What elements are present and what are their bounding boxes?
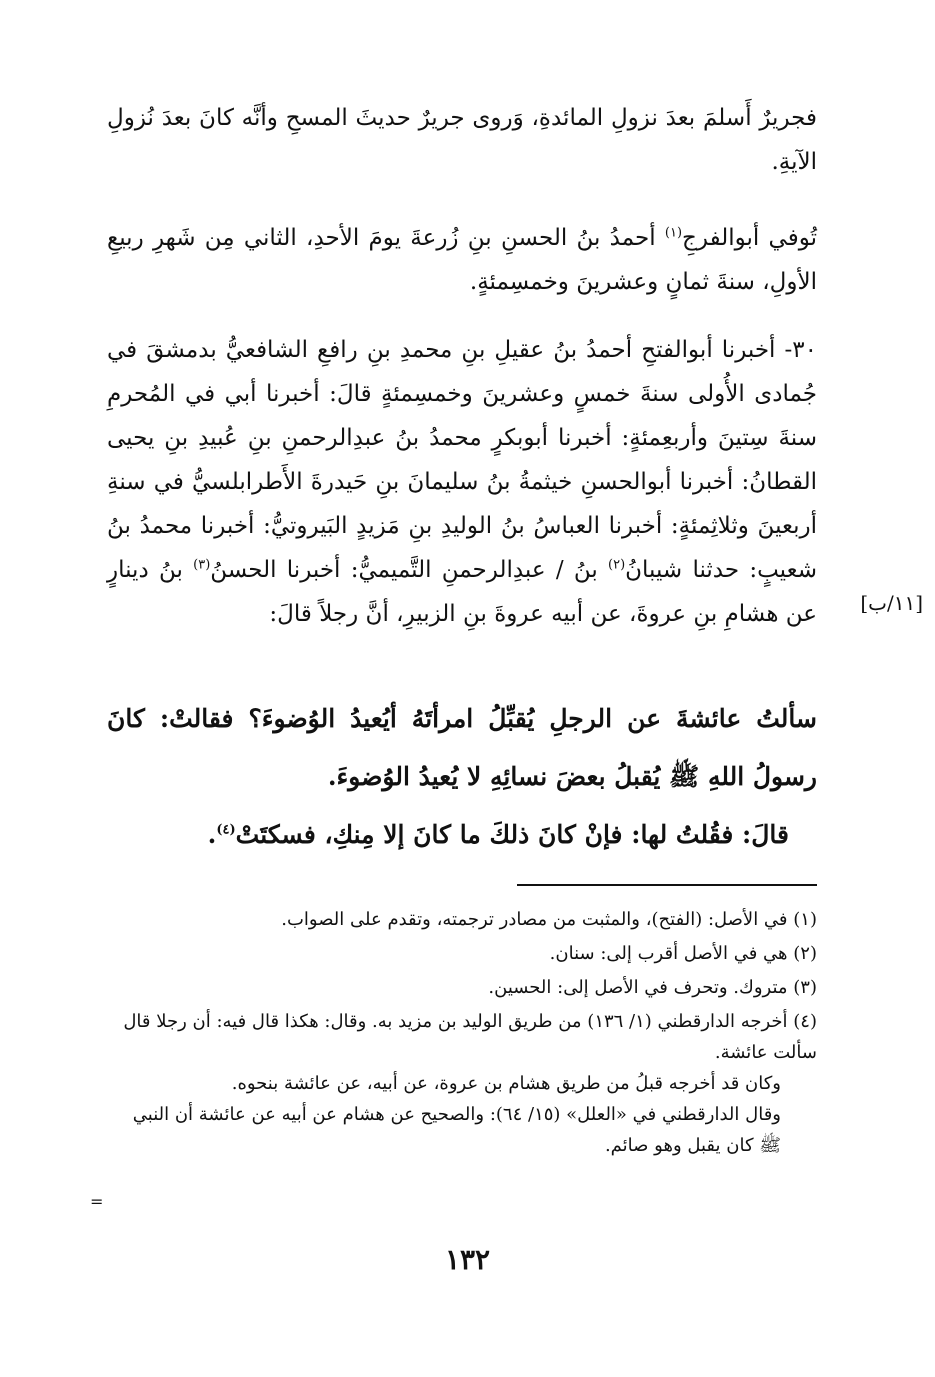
footnote-4-line-3: وقال الدارقطني في «العلل» (١٥/ ٦٤): والصحيح عن هشام عن أبيه عن عائشة أن النبي ﷺ كان يقبل وهو صائم. [132,1104,781,1156]
page-number: ١٣٢ [444,1243,491,1276]
isnad-part-1: ٣٠- أخبرنا أبوالفتحِ أحمدُ بنُ عقيلِ بنِ محمدِ بنِ رافعِ الشافعيُّ بدمشقَ في جُمادى الأُولى سنةَ خمسٍ وعشرينَ وخمسِمئةٍ قالَ: أخبرنا أبي في المُحرمِ سنةَ سِتينَ وأربعِمئةٍ: أخبرنا أبوبكرٍ محمدُ بنُ عبدِالرحمنِ بنِ عُبيدِ بنِ يحيى القطانُ: أخبرنا أبوالحسنِ خيثمةُ بنُ سليمانَ بنِ حَيدرةَ الأَطرابلسيُّ في سنةِ أربعينَ وثلاثِمئةٍ: أخبرنا العباسُ بنُ الوليدِ بنِ مَزيدٍ البَيروتيُّ: أخبرنا محمدُ بنُ شعيبٍ: حدثنا شيبانُ [107,337,817,583]
footnote-4-number: (٤) [793,1011,817,1032]
footnote-ref-4[interactable]: (٤) [216,822,236,838]
matn-reply-text: قالَ: فقُلتُ لها: فإنْ كانَ ذلكَ ما كانَ إلا مِنكِ، فسكتَتْ [235,820,789,849]
closing-paragraph: فجريرٌ أَسلمَ بعدَ نزولِ المائدةِ، وَروى جريرٌ حديثَ المسحِ وأنَّه كانَ بعدَ نُزولِ الآيةِ. [107,105,817,175]
footnote-4-text [107,1006,817,1068]
death-notice-text-end: أحمدُ بنُ الحسنِ بنِ زُرعةَ يومَ الأحدِ، الثاني مِن شَهرِ ربيعِ الأولِ، سنةَ ثمانٍ وعشرينَ وخمسِمئةٍ. [107,225,817,295]
footnote-3-line-1: متروك. وتحرف في الأصل إلى: الحسين. [488,977,788,998]
matn-reply-end: . [207,820,217,849]
footnote-2 [107,938,817,969]
manuscript-folio-marker: [١١/ب] [860,591,923,615]
footnote-3-text [107,972,817,1003]
footnote-4-line-1: أخرجه الدارقطني (١/ ١٣٦) من طريق الوليد بن مزيد به. وقال: هكذا قال فيه: أن رجلا قال سألت عائشة. [123,1011,817,1063]
footnotes-section [107,904,817,1164]
footnote-ref-2[interactable]: (٢) [608,557,626,573]
footnote-1-number: (١) [793,909,817,930]
footnote-ref-3[interactable]: (٣) [193,557,211,573]
footnote-4-line-2: وكان قد أخرجه قبلُ من طريق هشام بن عروة، عن أبيه، عن عائشة بنحوه. [231,1073,781,1094]
hadith-30-isnad [107,328,817,636]
hadith-matn-question: سألتُ عائشةَ عن الرجلِ يُقبِّلُ امرأتَهُ أيُعيدُ الوُضوءَ؟ فقالتْ: كانَ رسولُ اللهِ ﷺ يُقبلُ بعضَ نسائِهِ لا يُعيدُ الوُضوءَ. [107,704,817,791]
footnote-4 [107,1006,817,1161]
footnote-ref-1[interactable]: (١) [664,225,683,241]
footnote-2-text [107,938,817,969]
isnad-part-3: بنُ دينارٍ عن هشامِ بنِ عروةَ، عن أبيه عروةَ بنِ الزبيرِ، أنَّ رجلاً قالَ: [107,557,817,627]
isnad-part-2: بنُ / عبدِالرحمنِ التَّميميُّ: أخبرنا الحسنُ [210,557,609,583]
footnote-1-line-1: في الأصل: (الفتح)، والمثبت من مصادر ترجمته، وتقدم على الصواب. [281,909,788,930]
footnote-2-line-1: هي في الأصل أقرب إلى: سنان. [549,943,788,964]
footnote-separator [517,884,817,886]
footnote-1-text [107,904,817,935]
footnote-3-number: (٣) [793,977,817,998]
footnote-2-number: (٢) [793,943,817,964]
footnote-3 [107,972,817,1003]
hadith-matn-reply [107,806,817,864]
death-notice-text-start: تُوفي أبوالفرجِ [682,225,817,251]
footnote-1 [107,904,817,935]
death-notice-paragraph [107,216,817,304]
continuation-mark: = [90,1192,104,1211]
